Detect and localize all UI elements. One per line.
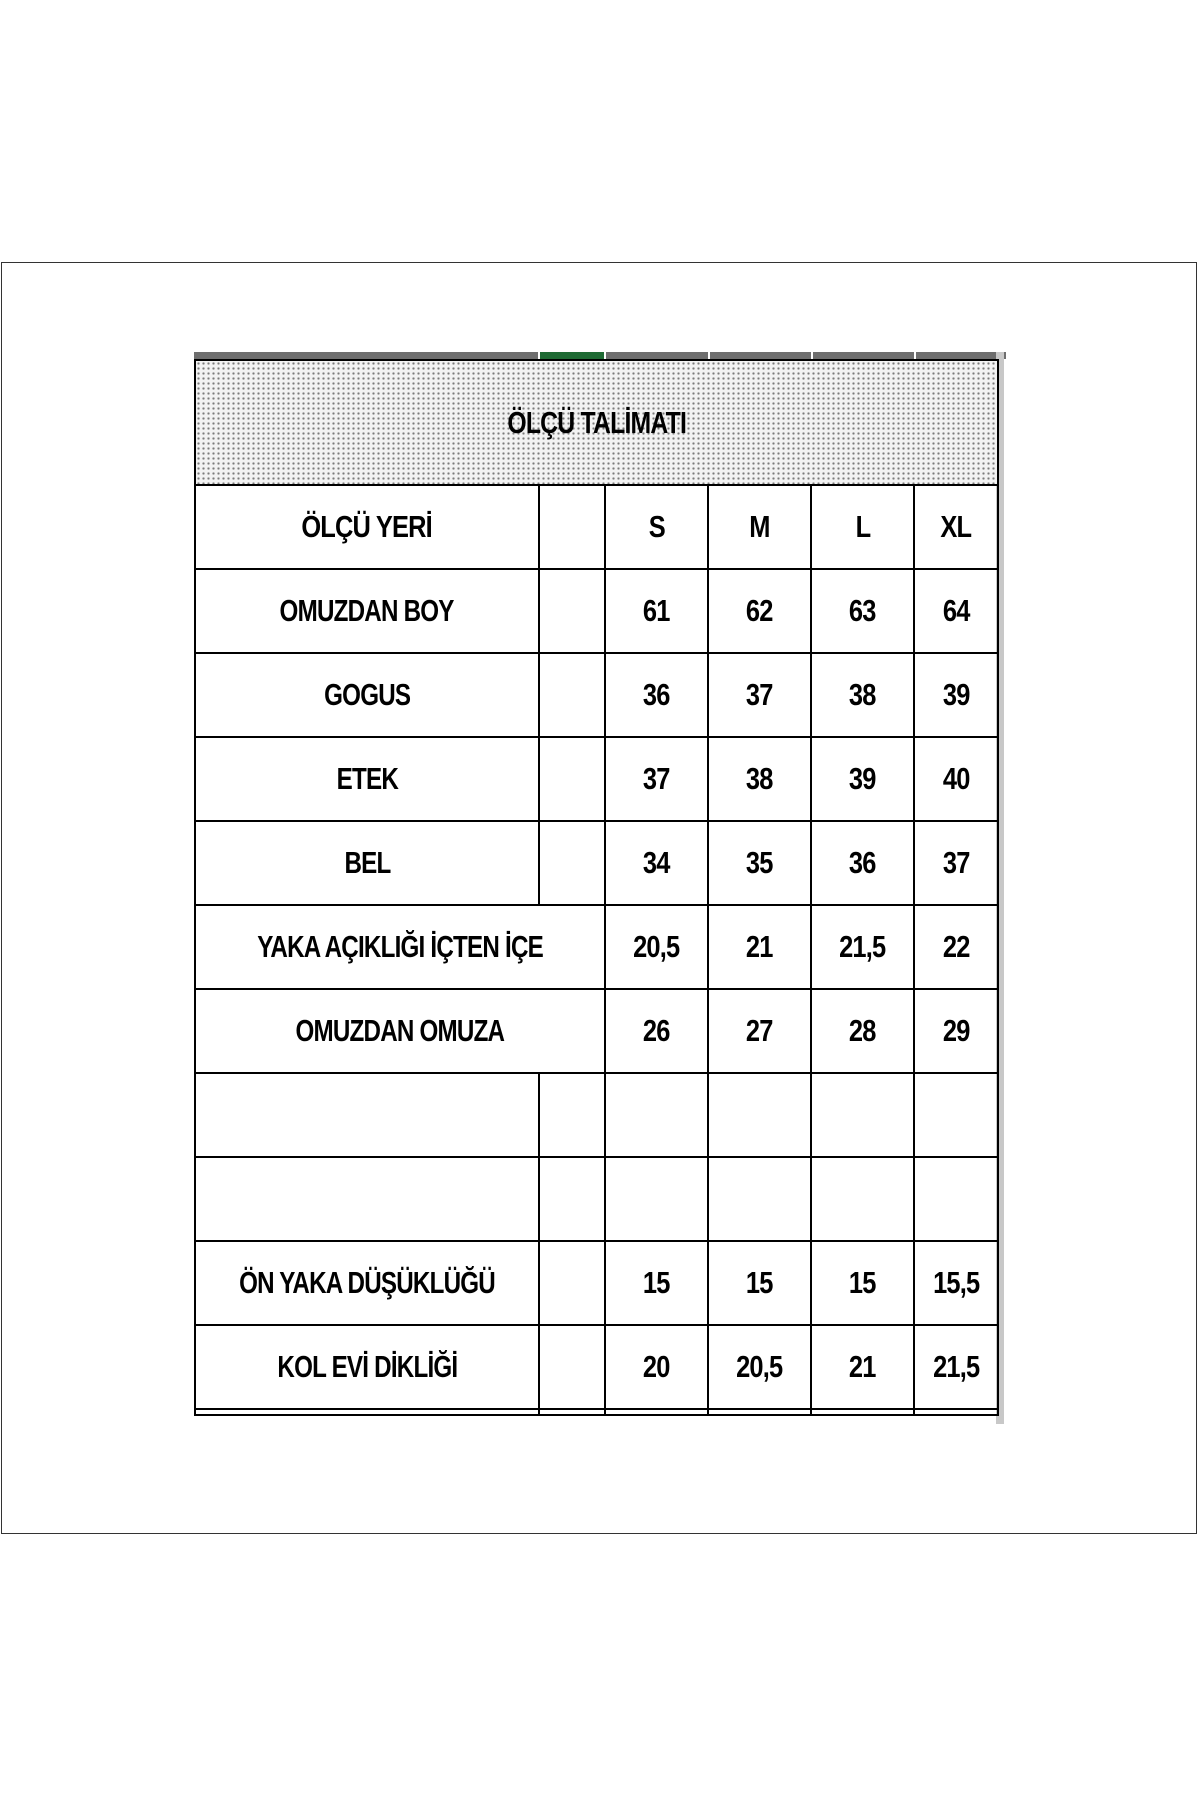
column-strip-segment	[813, 352, 916, 359]
value-cell	[914, 905, 998, 989]
value-m: 62	[746, 593, 773, 628]
value-s: 15	[643, 1265, 670, 1300]
row-label-cell	[195, 1157, 539, 1241]
value-xl: 21,5	[932, 1349, 980, 1384]
value-cell	[605, 1241, 708, 1325]
row-label: BEL	[343, 845, 391, 880]
value-cell	[811, 569, 914, 653]
value-cell	[811, 1241, 914, 1325]
value-cell	[605, 821, 708, 905]
value-cell	[914, 1241, 998, 1325]
header-label: ÖLÇÜ YERİ	[301, 509, 433, 544]
value-cell	[708, 989, 811, 1073]
table-title: ÖLÇÜ TALİMATI	[507, 404, 686, 440]
value-cell	[914, 569, 998, 653]
value-cell	[811, 1157, 914, 1241]
value-l: 39	[849, 761, 876, 796]
value-l: 15	[849, 1265, 876, 1300]
cut-off-cell	[914, 1409, 998, 1415]
value-s: 34	[643, 845, 670, 880]
empty-table-row	[195, 1157, 998, 1241]
header-row	[195, 485, 998, 569]
row-label-cell	[195, 1241, 539, 1325]
value-s: 20,5	[633, 929, 680, 964]
value-s: 36	[643, 677, 670, 712]
value-cell	[605, 1325, 708, 1409]
size-l-header: L	[855, 509, 870, 544]
column-strip-segment	[710, 352, 813, 359]
row-label: YAKA AÇIKLIĞI İÇTEN İÇE	[257, 929, 543, 964]
value-s: 26	[643, 1013, 670, 1048]
value-cell	[605, 1073, 708, 1157]
cut-off-cell	[605, 1409, 708, 1415]
selected-column-strip-segment	[540, 352, 606, 359]
row-label-cell	[195, 905, 605, 989]
value-xl: 29	[942, 1013, 970, 1048]
header-size-cell	[914, 485, 998, 569]
column-strip-segment	[194, 352, 540, 359]
row-label: KOL EVİ DİKLİĞİ	[277, 1349, 457, 1384]
size-xl-header: XL	[940, 509, 972, 544]
cut-off-cell	[811, 1409, 914, 1415]
value-cell	[605, 653, 708, 737]
value-cell	[708, 569, 811, 653]
value-cell	[605, 905, 708, 989]
column-header-strip	[194, 352, 1008, 359]
value-l: 63	[849, 593, 876, 628]
value-xl: 39	[942, 677, 970, 712]
cut-off-row	[195, 1409, 998, 1415]
value-cell	[914, 821, 998, 905]
empty-cell	[539, 653, 605, 737]
cut-off-cell	[195, 1409, 539, 1415]
value-cell	[811, 821, 914, 905]
value-l: 21,5	[839, 929, 886, 964]
value-m: 38	[746, 761, 773, 796]
table-row	[195, 989, 998, 1073]
value-l: 28	[849, 1013, 876, 1048]
empty-table-row	[195, 1073, 998, 1157]
row-label-cell	[195, 653, 539, 737]
title-row	[195, 360, 998, 485]
table-row	[195, 737, 998, 821]
value-cell	[914, 737, 998, 821]
value-cell	[914, 1073, 998, 1157]
row-label: OMUZDAN OMUZA	[295, 1013, 505, 1048]
size-m-header: M	[749, 509, 770, 544]
value-cell	[605, 737, 708, 821]
cut-off-cell	[539, 1409, 605, 1415]
column-strip-segment	[606, 352, 710, 359]
value-m: 15	[746, 1265, 773, 1300]
value-cell	[811, 737, 914, 821]
value-cell	[708, 1073, 811, 1157]
row-label-cell	[195, 569, 539, 653]
value-xl: 40	[942, 761, 970, 796]
table-row	[195, 1325, 998, 1409]
size-s-header: S	[648, 509, 665, 544]
value-xl: 22	[942, 929, 970, 964]
value-s: 61	[643, 593, 670, 628]
row-label-cell	[195, 737, 539, 821]
value-cell	[605, 569, 708, 653]
row-label: GOGUS	[323, 677, 411, 712]
cut-off-cell	[708, 1409, 811, 1415]
header-size-cell	[708, 485, 811, 569]
row-label: ÖN YAKA DÜŞÜKLÜĞÜ	[239, 1265, 495, 1300]
value-cell	[811, 1325, 914, 1409]
table-row	[195, 653, 998, 737]
table-row	[195, 905, 998, 989]
column-strip-segment	[916, 352, 1008, 359]
value-s: 37	[643, 761, 670, 796]
value-l: 36	[849, 845, 876, 880]
value-cell	[811, 1073, 914, 1157]
value-cell	[708, 653, 811, 737]
header-size-cell	[605, 485, 708, 569]
value-cell	[708, 905, 811, 989]
table-row	[195, 1241, 998, 1325]
value-cell	[708, 1157, 811, 1241]
value-xl: 37	[942, 845, 970, 880]
empty-cell	[539, 569, 605, 653]
empty-cell	[539, 1073, 605, 1157]
value-m: 37	[746, 677, 773, 712]
row-label: ETEK	[336, 761, 398, 796]
empty-cell	[539, 821, 605, 905]
value-cell	[708, 737, 811, 821]
size-table	[194, 359, 999, 1416]
value-cell	[605, 1157, 708, 1241]
value-m: 20,5	[736, 1349, 783, 1384]
value-m: 27	[746, 1013, 773, 1048]
size-chart-sheet	[194, 352, 1008, 1428]
value-l: 21	[849, 1349, 876, 1384]
table-row	[195, 821, 998, 905]
row-label-cell	[195, 821, 539, 905]
value-cell	[708, 1325, 811, 1409]
row-label-cell	[195, 1073, 539, 1157]
value-cell	[914, 989, 998, 1073]
header-label-cell	[195, 485, 539, 569]
empty-cell	[539, 485, 605, 569]
value-xl: 64	[942, 593, 970, 628]
value-xl: 15,5	[932, 1265, 980, 1300]
row-label-cell	[195, 1325, 539, 1409]
empty-cell	[539, 1241, 605, 1325]
header-size-cell	[811, 485, 914, 569]
empty-cell	[539, 1325, 605, 1409]
value-l: 38	[849, 677, 876, 712]
value-cell	[811, 653, 914, 737]
empty-cell	[539, 737, 605, 821]
value-cell	[914, 653, 998, 737]
value-cell	[811, 905, 914, 989]
title-cell	[195, 360, 998, 485]
value-m: 21	[746, 929, 773, 964]
value-cell	[914, 1325, 998, 1409]
row-label-cell	[195, 989, 605, 1073]
value-cell	[914, 1157, 998, 1241]
value-s: 20	[643, 1349, 670, 1384]
value-cell	[708, 1241, 811, 1325]
value-cell	[605, 989, 708, 1073]
row-label: OMUZDAN BOY	[279, 593, 455, 628]
value-cell	[708, 821, 811, 905]
empty-cell	[539, 1157, 605, 1241]
value-m: 35	[746, 845, 773, 880]
table-row	[195, 569, 998, 653]
value-cell	[811, 989, 914, 1073]
